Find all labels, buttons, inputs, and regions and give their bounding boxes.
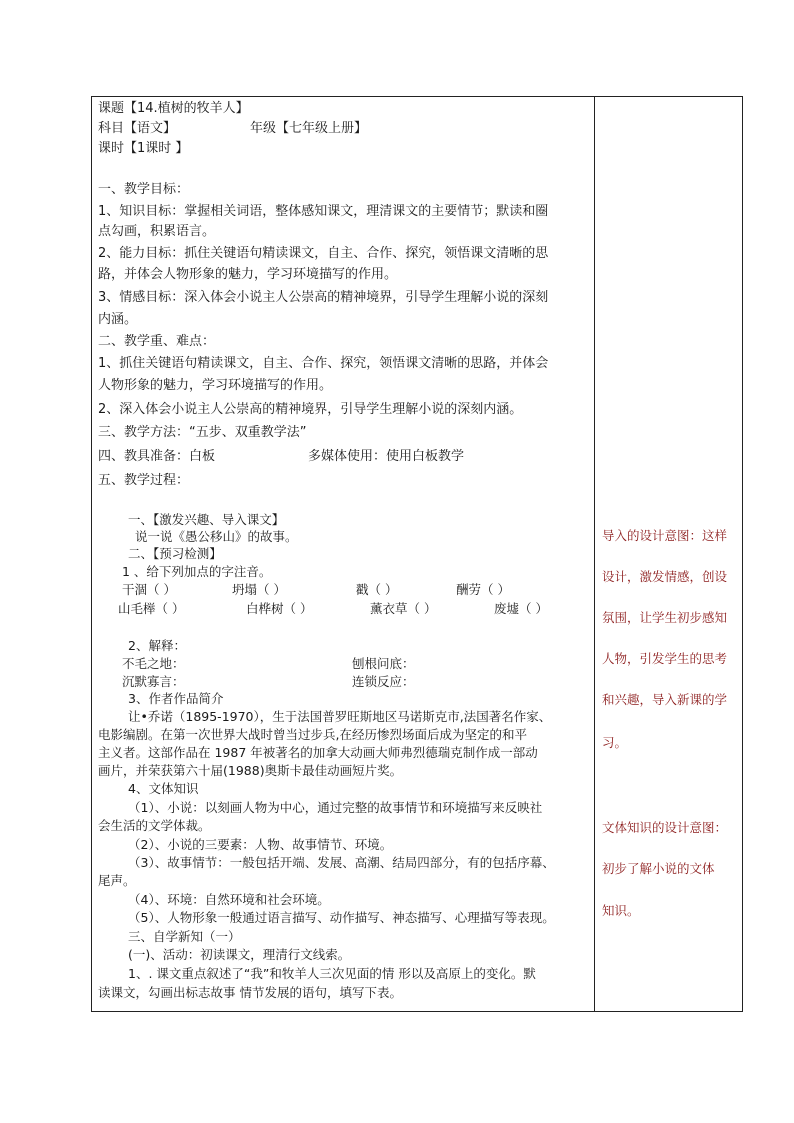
section1-title: 一、【激发兴趣、导入课文】: [128, 512, 285, 527]
explain-term: 连锁反应：: [352, 674, 415, 689]
pinyin-item: 薰衣草（ ）: [370, 601, 437, 616]
media-usage: 多媒体使用：使用白板教学: [308, 449, 465, 464]
intro-note-line: 氛围，让学生初步感知: [602, 610, 728, 625]
intro-note-line: 人物，引发学生的思考: [602, 651, 728, 666]
teaching-method: 三、教学方法：“五步、双重教学法”: [98, 425, 307, 440]
keypoint-2: 2、深入体会小说主人公崇高的精神境界，引导学生理解小说的深刻内涵。: [98, 402, 523, 417]
objective-knowledge-2: 点勾画，积累语言。: [98, 224, 216, 239]
objective-ability-2: 路，并体会人物形象的魅力，学习环境描写的作用。: [98, 267, 398, 282]
genre-item: （2）、小说的三要素：人物、故事情节、环境。: [128, 837, 393, 852]
author-text: 主义者。这部作品在 1987 年被著名的加拿大动画大师弗烈德瑞克制作成一部动: [98, 745, 538, 760]
genre-item: （3）、故事情节：一般包括开端、发展、高潮、结局四部分，有的包括序幕、: [128, 855, 555, 870]
genre-item: （5）、人物形象一般通过语言描写、动作描写、神态描写、心理描写等表现。: [128, 910, 555, 925]
question-explain: 2、解释：: [128, 638, 186, 653]
section3-title: 三、自学新知（一）: [128, 929, 241, 944]
pinyin-item: 废墟（ ）: [494, 601, 548, 616]
task-text: 1、. 课文重点叙述了“我”和牧羊人三次见面的情 形以及高原上的变化。默: [128, 966, 536, 981]
author-text: 电影编剧。在第一次世界大战时曾当过步兵,在经历惨烈场面后成为坚定的和平: [98, 727, 527, 742]
explain-term: 沉默寡言：: [122, 674, 185, 689]
teaching-tools: 四、教具准备：白板: [98, 449, 216, 464]
intro-note-line: 设计，激发情感，创设: [602, 569, 728, 584]
notes-column: [597, 97, 742, 1011]
explain-term: 刨根问底：: [352, 656, 415, 671]
keypoint-1b: 人物形象的魅力，学习环境描写的作用。: [98, 378, 333, 393]
keypoints-heading: 二、教学重、难点：: [98, 334, 216, 349]
lesson-grade: 年级【七年级上册】: [250, 121, 368, 136]
task-text: 读课文，勾画出标志故事 情节发展的语句，填写下表。: [98, 985, 402, 1000]
genre-item: 会生活的文学体裁。: [98, 818, 211, 833]
lesson-period: 课时【1课时 】: [98, 141, 189, 156]
genre-note-line: 知识。: [602, 903, 640, 918]
pinyin-item: 干涸（ ）: [122, 582, 176, 597]
intro-note-line: 导入的设计意图：这样: [602, 528, 728, 543]
keypoint-1a: 1、抓住关键语句精读课文，自主、合作、探究，领悟课文清晰的思路，并体会: [98, 356, 549, 371]
genre-note-line: 初步了解小说的文体: [602, 861, 715, 876]
lesson-subject: 科目【语文】: [98, 121, 177, 136]
genre-item: （1）、小说：以刻画人物为中心，通过完整的故事情节和环境描写来反映社: [128, 800, 543, 815]
pinyin-item: 白桦树（ ）: [246, 601, 313, 616]
genre-note-line: 文体知识的设计意图：: [602, 820, 728, 835]
activity-title: (一)、活动：初读课文，理清行文线索。: [128, 947, 351, 962]
pinyin-item: 山毛榉（ ）: [118, 601, 185, 616]
section2-title: 二、【预习检测】: [128, 546, 222, 561]
question-genre: 4、文体知识: [128, 781, 199, 796]
pinyin-item: 戳（ ）: [356, 582, 398, 597]
objectives-heading: 一、教学目标：: [98, 182, 190, 197]
question-pinyin: 1 、给下列加点的字注音。: [122, 564, 272, 579]
objective-knowledge-1: 1、知识目标：掌握相关词语，整体感知课文，理清课文的主要情节；默读和圈: [98, 204, 549, 219]
explain-term: 不毛之地：: [122, 656, 185, 671]
lesson-topic: 课题【14.植树的牧羊人】: [98, 101, 249, 116]
genre-item: 尾声。: [98, 873, 136, 888]
process-heading: 五、教学过程：: [98, 473, 190, 488]
objective-emotion-2: 内涵。: [98, 312, 138, 327]
author-text: 画片，并荣获第六十届(1988)奥斯卡最佳动画短片奖。: [98, 763, 403, 778]
column-divider: [594, 97, 595, 1011]
author-text: 让•乔诺（1895-1970），生于法国普罗旺斯地区马诺斯克市,法国著名作家、: [128, 709, 552, 724]
pinyin-item: 坍塌（ ）: [232, 582, 286, 597]
pinyin-item: 酬劳（ ）: [456, 582, 510, 597]
intro-note-line: 习。: [602, 735, 628, 750]
main-column: [98, 97, 590, 1011]
objective-ability-1: 2、能力目标：抓住关键语句精读课文，自主、合作、探究，领悟课文清晰的思: [98, 246, 549, 261]
question-author: 3、作者作品简介: [128, 691, 224, 706]
genre-item: （4）、环境：自然环境和社会环境。: [128, 892, 330, 907]
intro-note-line: 和兴趣，导入新课的学: [602, 692, 728, 707]
objective-emotion-1: 3、情感目标：深入体会小说主人公崇高的精神境界，引导学生理解小说的深刻: [98, 290, 549, 305]
lesson-plan-table: [91, 96, 743, 1012]
section1-text: 说一说《愚公移山》的故事。: [135, 529, 298, 544]
